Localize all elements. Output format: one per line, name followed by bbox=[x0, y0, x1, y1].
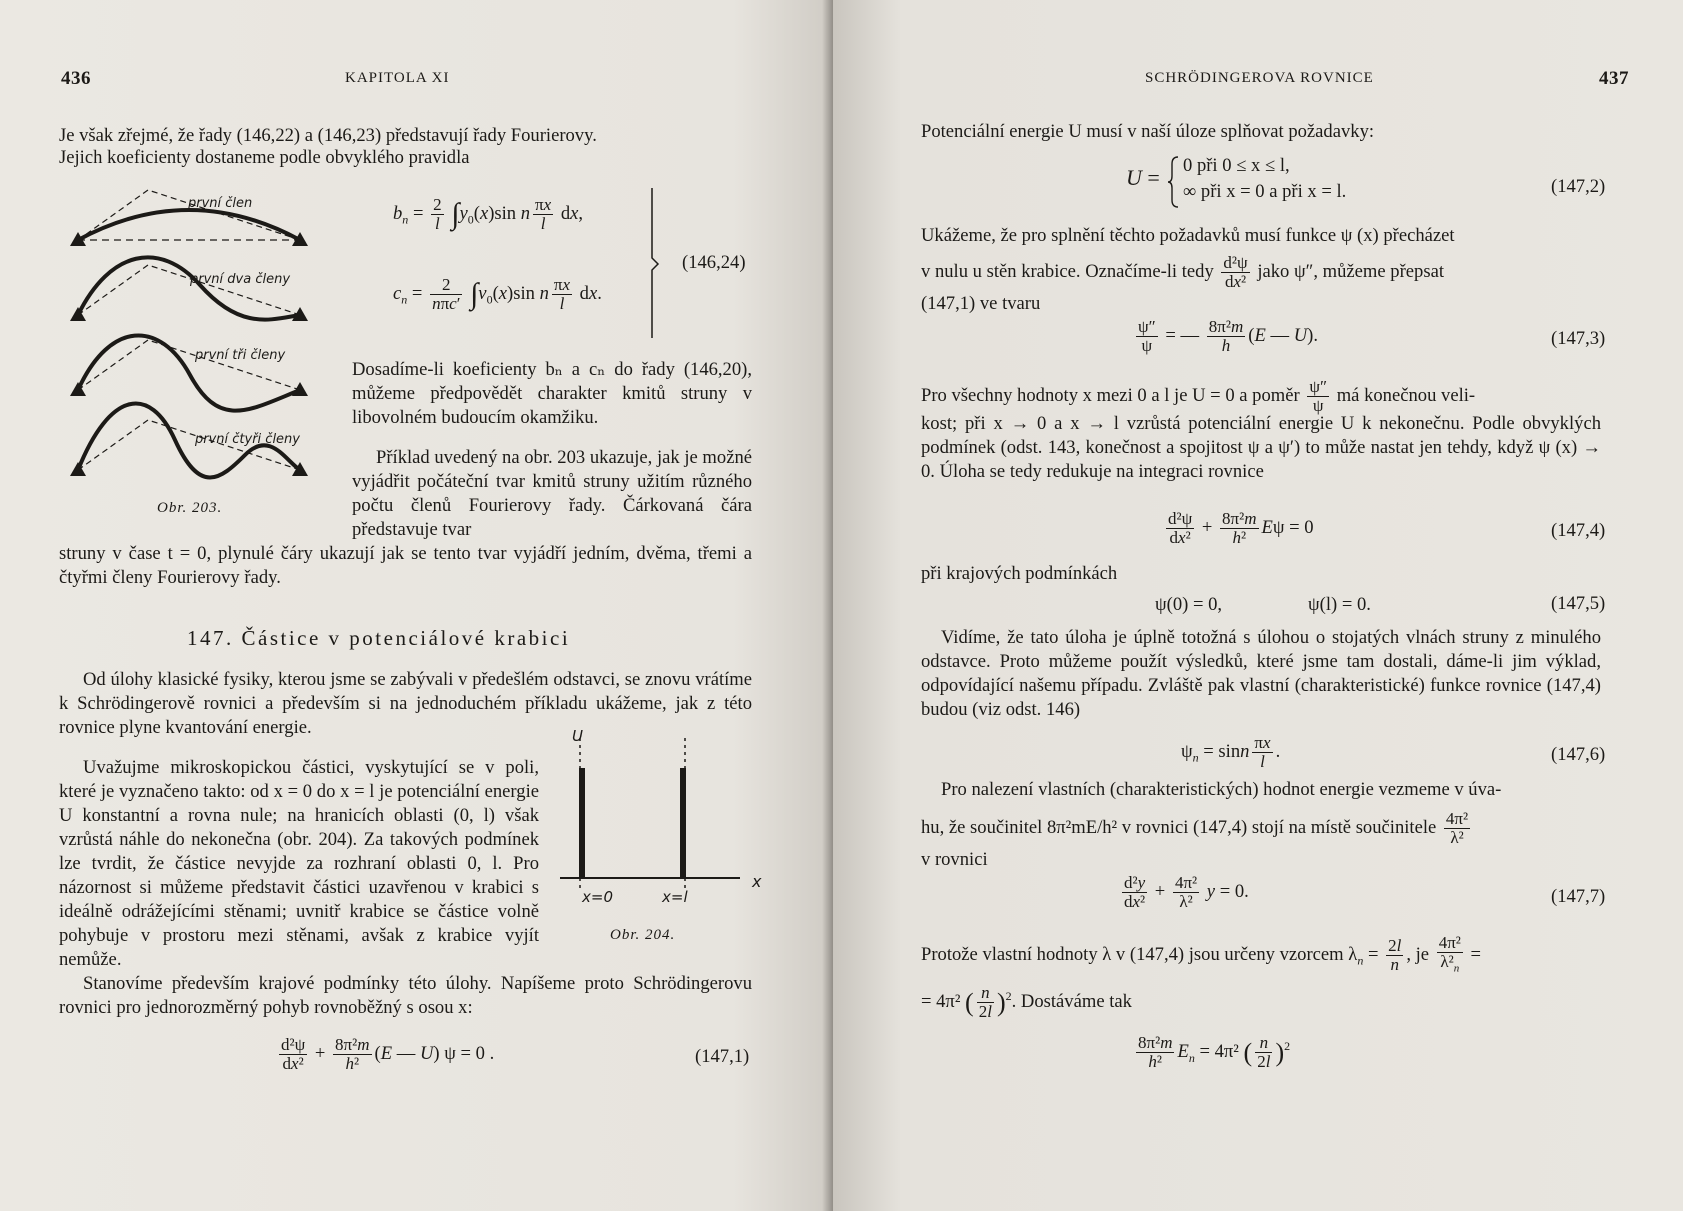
intro-line-1: Je však zřejmé, že řady (146,22) a (146,23) představují řady Fourierovy. bbox=[59, 125, 597, 146]
eq-147-2-case2: ∞ při x = 0 a při x = l. bbox=[1183, 181, 1347, 202]
eq-147-4: $\frac{\text{d²ψ}}{\text{dx²}}$ + $\frac{\text{8π²m}}{\text{h²}}$ Eψ = 0 bbox=[1168, 509, 1314, 547]
para-ukazeme-line3: (147,1) ve tvaru bbox=[921, 293, 1041, 314]
eq-146-24-brace bbox=[650, 188, 662, 338]
fig203-first-term-curve bbox=[78, 210, 300, 240]
eq-number-147-7: (147,7) bbox=[1551, 886, 1606, 907]
para-pro-nalezeni-line2a: hu, že součinitel 8π²mE/h² v rovnici (147,4) stojí na místě součinitele bbox=[921, 816, 1437, 838]
para-ukazeme-line2b: jako ψ″, můžeme přepsat bbox=[1257, 260, 1444, 282]
para-uvazujme: Uvažujme mikroskopickou částici, vyskytující se v poli, které je vyznačeno takto: od x = 0 do x = l je potenciální energie U konstantní a rovna nule; na hranicích oblasti (0, l) však vzrůstá náhle do nekonečna (obr. 204). Za takových podmínek lze tvrdit, že částice nevyjde za rozhraní oblasti 0, l. Pro názornost si můžeme představit částici uzavřenou v krabici s ideálně odrážejícími stěnami; uvnitř krabice se částice volně pohybuje v prostoru mezi stěnami, avšak z krabice vyjít nemůže. bbox=[59, 757, 539, 970]
fig204-label-U: U bbox=[572, 727, 583, 745]
para-protoze-a: Protože vlastní hodnoty λ v (147,4) jsou určeny vzorcem bbox=[921, 943, 1344, 965]
left-page-number: 436 bbox=[61, 68, 91, 89]
eq-147-6: $\psi_n = \sin n$ $\frac{\pi x}{l}$ . bbox=[1181, 733, 1281, 771]
section-147-title: 147. Částice v potenciálové krabici bbox=[187, 626, 571, 650]
para-protoze-line1: Protože vlastní hodnoty λ v (147,4) jsou určeny vzorcem $\lambda_n$ = $\frac{2l}{n}$ , je $\frac{\text{4π²}}{\lambda^2_n}$ = bbox=[921, 933, 1482, 975]
eq-cn: $c_n$ = $\frac{2}{\text{nπc′}}$ $\int v_0(x)\sin$ n $\frac{\pi x}{l}$ dx. bbox=[393, 275, 602, 313]
para-pro-vsechny-line1: Pro všechny hodnoty x mezi 0 a l je U = 0 a poměr $\frac{\psi''}{\psi}$ má konečnou veli- bbox=[921, 377, 1476, 415]
para-pri-krajovych: při krajových podmínkách bbox=[921, 563, 1118, 584]
eq-bn: $b_n$ = $\frac{2}{l}$ $\int y_0(x)\sin$ n $\frac{\pi x}{l}$ dx, bbox=[393, 195, 584, 233]
para-pro-nalezeni-line2: hu, že součinitel 8π²mE/h² v rovnici (147,4) stojí na místě součinitele $\frac{\text{4π²}}{\text{λ²}}$ bbox=[921, 809, 1469, 847]
para-pro-vsechny-line1b: má konečnou veli- bbox=[1336, 384, 1476, 406]
para-potencialni: Potenciální energie U musí v naší úloze splňovat požadavky: bbox=[921, 121, 1375, 142]
right-page-number: 437 bbox=[1599, 68, 1629, 89]
para-protoze-line2: = 4π² ( $\frac{n}{2l}$ )$^2$. Dostáváme tak bbox=[921, 983, 1132, 1022]
fig203-label-4: první čtyři členy bbox=[195, 432, 300, 447]
eq-147-3: $\frac{\psi''}{\psi}$ = — $\frac{\text{8π²m}}{h}$ (E — U). bbox=[1138, 317, 1318, 355]
right-running-header: SCHRÖDINGEROVA ROVNICE bbox=[1145, 70, 1374, 86]
eq-number-147-5: (147,5) bbox=[1551, 593, 1606, 614]
eq-147-7: $\frac{\text{d²y}}{\text{dx²}}$ + $\frac{\text{4π²}}{\text{λ²}}$ y = 0. bbox=[1124, 873, 1249, 911]
para-ukazeme-line1: Ukážeme, že pro splnění těchto požadavků musí funkce ψ (x) přecházet bbox=[921, 225, 1455, 246]
eq-147-5-a: ψ(0) = 0, bbox=[1155, 594, 1223, 615]
para-protoze-b: Dostáváme tak bbox=[1020, 991, 1132, 1013]
left-page bbox=[0, 0, 833, 1211]
eq-147-5-b: ψ(l) = 0. bbox=[1308, 594, 1371, 615]
eq-number-147-1: (147,1) bbox=[695, 1046, 750, 1067]
para-struny: struny v čase t = 0, plynulé čáry ukazují jak se tento tvar vyjádří jedním, dvěma, třemi a čtyřmi členy Fourierovy řady. bbox=[59, 543, 752, 588]
eq-147-2-lhs: U = bbox=[1126, 165, 1160, 190]
eq-147-2-case1: 0 při 0 ≤ x ≤ l, bbox=[1183, 155, 1290, 176]
eq-number-147-2: (147,2) bbox=[1551, 176, 1606, 197]
eq-number-147-6: (147,6) bbox=[1551, 744, 1606, 765]
para-vidime: Vidíme, že tato úloha je úplně totožná s úlohou o stojatých vlnách struny z minulého odstavce. Proto můžeme použít výsledků, které jsme tam dostali, dáme-li jim výklad, odpovídající našemu případu. Zvláště pak vlastní (charakteristické) funkce rovnice (147,4) budou (viz odst. 146) bbox=[921, 627, 1601, 720]
eq-number-146-24: (146,24) bbox=[682, 252, 746, 273]
eq-147-2-brace bbox=[1168, 156, 1180, 208]
eq-147-1-schrodinger: $\frac{\text{d²ψ}}{\text{dx²}}$ + $\frac{\text{8π²m}}{\text{h²}}$ (E — U) ψ = 0 . bbox=[281, 1035, 495, 1073]
para-ukazeme-line2a: v nulu u stěn krabice. Označíme-li tedy bbox=[921, 260, 1214, 282]
eq-number-147-3: (147,3) bbox=[1551, 328, 1606, 349]
fig204-label-x: x bbox=[752, 872, 762, 891]
right-page bbox=[833, 0, 1683, 1211]
para-pro-vsechny-line1a: Pro všechny hodnoty x mezi 0 a l je U = 0 a poměr bbox=[921, 384, 1300, 406]
para-od-ulohy: Od úlohy klasické fysiky, kterou jsme se zabývali v předešlém odstavci, se znovu vrátíme k Schrödingerově rovnici a především si na jednoduchém příkladu ukážeme, jak z této rovnice plyne kvantování energie. bbox=[59, 669, 752, 738]
eq-energy-levels: $\frac{\text{8π²m}}{\text{h²}}$ $E_n = 4\pi^2$ ( $\frac{n}{2l}$ )$^2$ bbox=[1138, 1033, 1291, 1072]
fig204-label-xl: x=l bbox=[662, 888, 688, 906]
fig204-caption: Obr. 204. bbox=[610, 927, 676, 943]
para-pro-nalezeni-line1: Pro nalezení vlastních (charakteristických) hodnot energie vezmeme v úva- bbox=[941, 779, 1502, 800]
para-ukazeme-line2: v nulu u stěn krabice. Označíme-li tedy $\frac{\text{d²ψ}}{\text{dx²}}$ jako ψ″, můžeme přepsat bbox=[921, 253, 1444, 291]
fig203-label-2: první dva členy bbox=[190, 272, 291, 287]
fig203-label-3: první tři členy bbox=[195, 348, 286, 363]
figure-203-string-approximations bbox=[70, 180, 340, 500]
fig203-caption: Obr. 203. bbox=[157, 500, 223, 516]
para-pro-nalezeni-line3: v rovnici bbox=[921, 849, 988, 870]
fig203-two-terms-curve bbox=[78, 257, 300, 319]
para-priklad: Příklad uvedený na obr. 203 ukazuje, jak je možné vyjádřit počáteční tvar kmitů struny užitím různého počtu členů Fourierovy řady. Čárkovaná čára představuje tvar bbox=[352, 447, 752, 540]
left-running-header: KAPITOLA XI bbox=[345, 70, 450, 86]
intro-line-2: Jejich koeficienty dostaneme podle obvyklého pravidla bbox=[59, 147, 470, 168]
fig203-label-1: první člen bbox=[188, 196, 253, 211]
para-dosadime: Dosadíme-li koeficienty bₙ a cₙ do řady (146,20), můžeme předpovědět charakter kmitů struny v libovolném budoucím okamžiku. bbox=[352, 359, 752, 428]
fig204-label-x0: x=0 bbox=[582, 888, 613, 906]
fig203-three-terms-curve bbox=[78, 335, 300, 410]
eq-number-147-4: (147,4) bbox=[1551, 520, 1606, 541]
para-stanovime: Stanovíme především krajové podmínky této úlohy. Napíšeme proto Schrödingerovu rovnici pro jednorozměrný pohyb rovnoběžný s osou x: bbox=[59, 973, 752, 1018]
figure-204-potential-box bbox=[560, 738, 770, 898]
para-pro-vsechny-rest: kost; při x → 0 a x → l vzrůstá potenciální energie U k nekonečnu. Podle obvyklých podmínek (odst. 143, konečnost a spojitost ψ a ψ′) to může nastat jen tehdy, když ψ (x) → 0. Úloha se tedy redukuje na integraci rovnice bbox=[921, 413, 1601, 482]
